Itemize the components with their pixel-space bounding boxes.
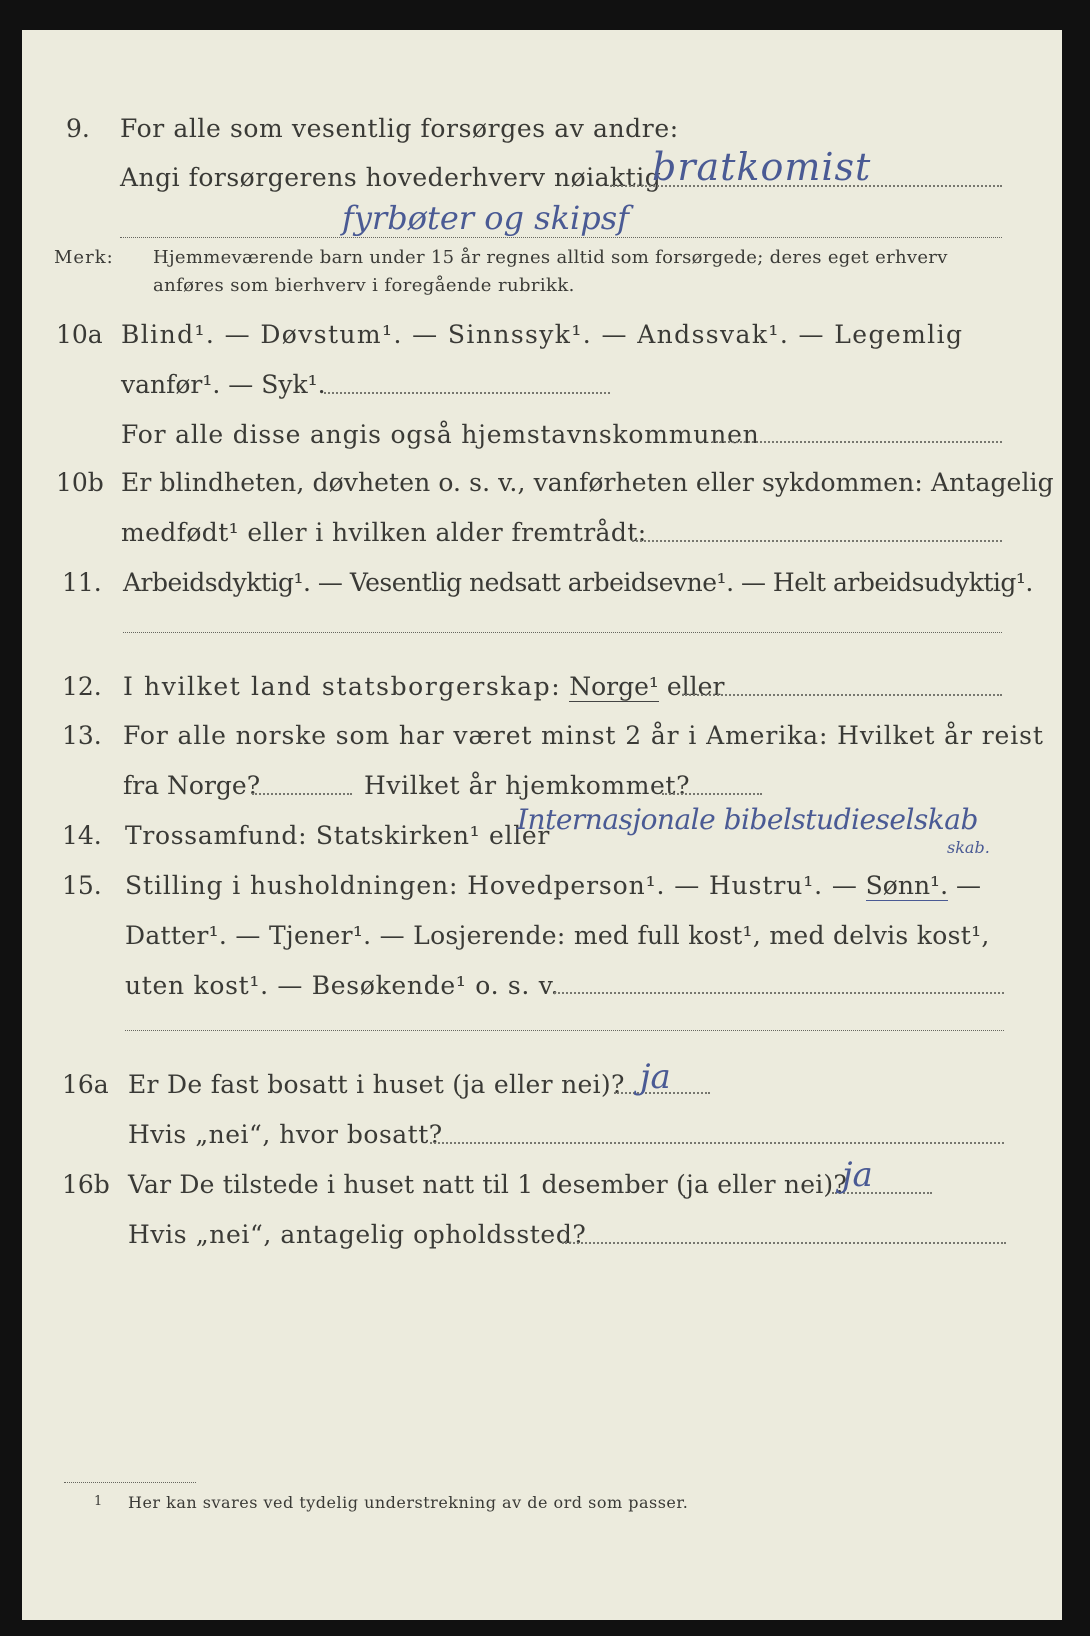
q9-line2: Angi forsørgerens hovederhverv nøiaktig <box>120 163 662 192</box>
q14-number: 14. <box>62 821 102 850</box>
q16a-where-line <box>430 1142 1004 1144</box>
q10b-number: 10b <box>56 468 104 497</box>
q12-number: 12. <box>62 672 102 701</box>
q12-suffix: eller <box>666 672 725 701</box>
q16a-number: 16a <box>62 1070 109 1099</box>
q16a-line1: Er De fast bosatt i huset (ja eller nei)? <box>128 1070 625 1099</box>
merk-line1: Hjemmeværende barn under 15 år regnes alltid som forsørgede; deres eget erhverv <box>153 247 948 268</box>
q10b-line2: medfødt¹ eller i hvilken alder fremtrådt: <box>121 518 647 547</box>
q13-line2a: fra Norge? <box>123 771 261 800</box>
q10b-answer-line <box>632 540 1002 542</box>
q9-number: 9. <box>66 114 90 143</box>
q13-reist-line <box>252 793 352 795</box>
census-form-page <box>22 30 1062 1620</box>
q15-line2: Datter¹. — Tjener¹. — Losjerende: med full kost¹, med delvis kost¹, <box>125 921 990 950</box>
q16b-number: 16b <box>62 1170 110 1199</box>
q9-handwritten-answer-2: fyrbøter og skipsf <box>342 199 629 237</box>
q16b-handwritten-answer: ja <box>842 1155 873 1195</box>
footnote-text: Her kan svares ved tydelig understrekning av de ord som passer. <box>128 1493 689 1512</box>
q15-line1a: Stilling i husholdningen: Hovedperson¹. — Hustru¹. — <box>125 871 858 900</box>
q10a-line2: vanfør¹. — Syk¹. <box>121 370 326 399</box>
q14-text: Trossamfund: Statskirken¹ eller <box>125 821 551 850</box>
q11-number: 11. <box>62 568 102 597</box>
q12-answer-line <box>682 694 1002 696</box>
footnote-mark: 1 <box>94 1494 103 1509</box>
q15-line3: uten kost¹. — Besøkende¹ o. s. v. <box>125 971 560 1000</box>
q10a-answer-line <box>324 392 610 394</box>
q13-line2b: Hvilket år hjemkommet? <box>364 771 691 800</box>
q16a-handwritten-answer: ja <box>640 1057 671 1097</box>
merk-line2: anføres som bierhverv i foregående rubrikk. <box>153 275 575 296</box>
q12-prefix: I hvilket land statsborgerskap: <box>123 672 562 701</box>
q13-number: 13. <box>62 721 102 750</box>
q9-line1: For alle som vesentlig forsørges av andre: <box>120 114 679 143</box>
q15-number: 15. <box>62 871 102 900</box>
footnote-rule <box>64 1482 196 1483</box>
q14-handwritten-answer: Internasjonale bibelstudieselskab <box>517 803 978 836</box>
q11-answer-line <box>123 632 1002 633</box>
q16a-line2: Hvis „nei“, hvor bosatt? <box>128 1120 443 1149</box>
q10b-line1: Er blindheten, døvheten o. s. v., vanførheten eller sykdommen: Antagelig <box>121 468 1054 497</box>
q15-answer-line <box>554 992 1004 994</box>
q10a-line1: Blind¹. — Døvstum¹. — Sinnssyk¹. — Andssvak¹. — Legemlig <box>121 320 964 349</box>
q14-handwritten-answer-2: skab. <box>947 838 990 857</box>
q10a-line3: For alle disse angis også hjemstavnskommunen <box>121 420 760 449</box>
q12-text <box>123 674 724 699</box>
q10a-number: 10a <box>56 320 103 349</box>
q11-line1: Arbeidsdyktig¹. — Vesentlig nedsatt arbeidsevne¹. — Helt arbeidsudyktig¹. <box>123 568 1033 597</box>
q9-second-line <box>120 237 1002 238</box>
q15-extra-line <box>125 1030 1004 1031</box>
q9-handwritten-answer: bratkomist <box>652 145 872 189</box>
q15-line1 <box>125 873 981 898</box>
q16b-line2: Hvis „nei“, antagelig opholdssted? <box>128 1220 587 1249</box>
q13-hjemkommet-line <box>662 793 762 795</box>
q16b-line1: Var De tilstede i huset natt til 1 desember (ja eller nei)? <box>128 1170 847 1199</box>
q16b-where-line <box>562 1242 1006 1244</box>
q15-line1b: — <box>955 871 981 900</box>
q12-norge-underlined: Norge¹ <box>569 672 659 701</box>
merk-label: Merk: <box>54 247 114 268</box>
q13-line1: For alle norske som har været minst 2 år i Amerika: Hvilket år reist <box>123 721 1044 750</box>
q15-sonn-underlined: Sønn¹. <box>865 871 949 900</box>
q10a-municipality-line <box>712 441 1002 443</box>
